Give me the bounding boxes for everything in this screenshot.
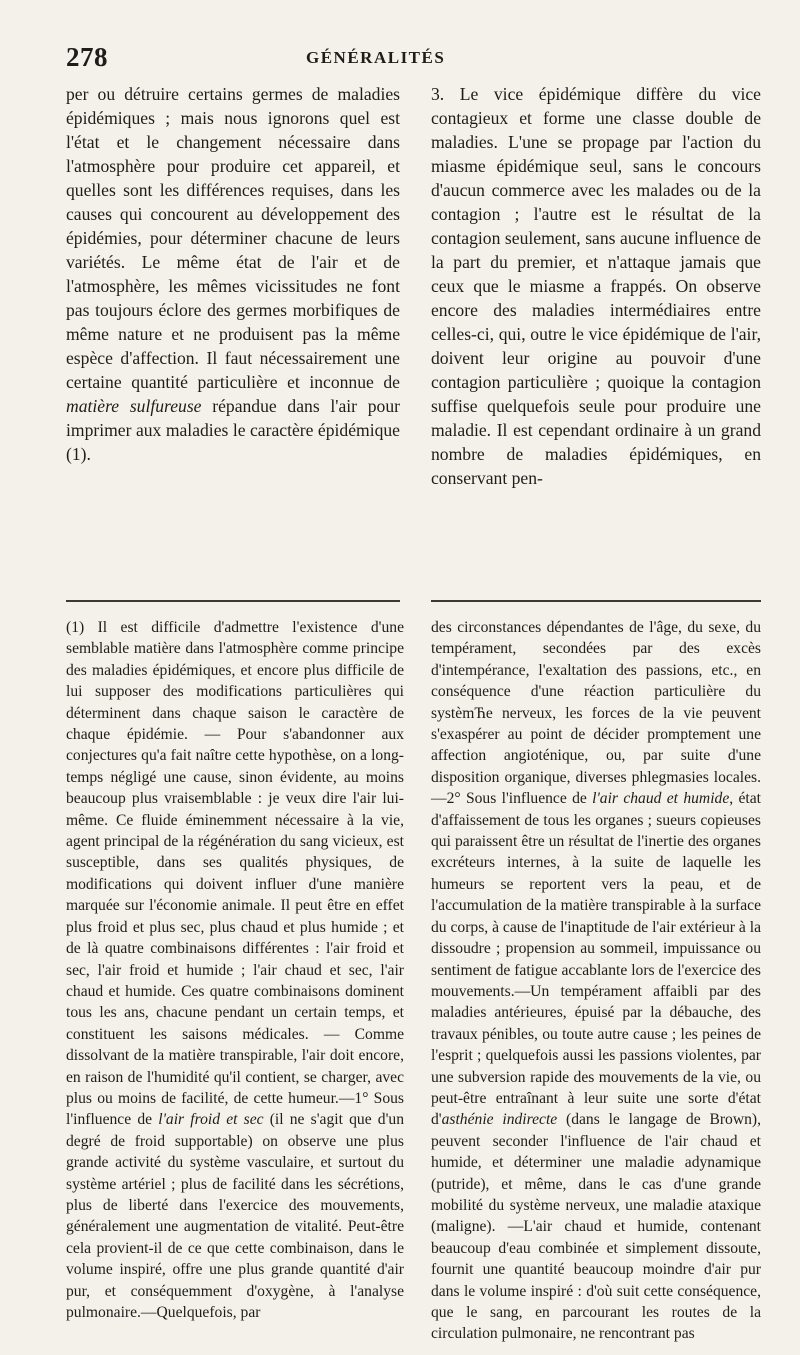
italic-term: l'air froid et sec [158, 1111, 264, 1129]
footnote-paragraph [66, 617, 404, 1323]
footnote-separator-right [431, 600, 761, 602]
text-segment: (il ne s'agit que d'un degré de froid supportable) on observe une plus grande activité du système vasculaire, et surtout du système artériel ; plus de facilité dans les sécrétions, plus de liberté dans l'exercice des mouvements, généralement une augmentation de vitalité. Peut-être cela provient-il de ce que cette combinaison, dans le volume inspiré, offre une plus grande quantité d'air pur, et conséquemment d'oxygène, à l'analyse pulmonaire.—Quelquefois, par [66, 1111, 404, 1321]
footnote-separator-left [66, 600, 400, 602]
main-paragraph [66, 82, 400, 466]
text-segment: , état d'affaissement de tous les organes ; sueurs copieuses qui paraissent être un résultat de l'inertie des organes excréteurs internes, à la suite de laquelle les humeurs se reportent vers la peau, et de l'accumulation de la matière transpirable à la surface du corps, à cause de l'inaptitude de l'air extérieur à la dissoudre ; propension au sommeil, impuissance ou sentiment de fatigue accablante lors de l'exercice des mouvements.—Un tempérament affaibli par des maladies antérieures, épuisé par la débauche, des travaux pénibles, ou toute autre cause ; les peines de l'esprit ; quelquefois aussi les passions violentes, par une subversion rapide des mouvements de la vie, ou peut-être entraînant à leur suite une sorte d'état d' [431, 790, 761, 1129]
text-segment: répandue dans l'air pour imprimer aux maladies le caractère épidémique (1). [66, 396, 400, 464]
text-segment: (dans le langage de Brown), peuvent seconder l'influence de l'air chaud et humide, et déterminer une maladie adynamique (putride), et même, dans le cas d'une grande mobilité du système nerveux, une maladie ataxique (maligne). —L'air chaud et humide, contenant beaucoup d'eau combinée et simplement dissoute, fournit une quantité beaucoup moindre d'air pur dans le volume inspiré : d'où suit cette conséquence, que le sang, en parcourant les routes de la circulation pulmonaire, ne rencontrant pas [431, 1111, 761, 1343]
footnote-paragraph [431, 617, 761, 1345]
italic-term: l'air chaud et humide [592, 790, 730, 808]
main-text-left-column [66, 82, 400, 466]
text-segment: (1) Il est difficile d'admettre l'existence d'une semblable matière dans l'atmosphère comme principe des maladies épidémiques, et encore plus difficile de lui supposer des modifications particulières qui déterminent dans chaque saison le caractère de chaque épidémie. — Pour s'abandonner aux conjectures qu'a fait naître cette hypothèse, on a long-temps négligé une cause, sinon évidente, au moins beaucoup plus vraisemblable : je veux dire l'air lui-même. Ce fluide éminemment nécessaire à la vie, agent principal de la régénération du sang vicieux, est susceptible, dans ses qualités physiques, de modifications qui doivent influer d'une manière marquée sur l'économie animale. Il peut être en effet plus froid et plus sec, plus chaud et plus humide ; et de là quatre combinaisons différentes : l'air froid et sec, l'air froid et humide ; l'air chaud et sec, l'air chaud et humide. Ces quatre combinaisons dominent tous les ans, chacune pendant un certain temps, et constituent les saisons médicales. — Comme dissolvant de la matière transpirable, l'air doit encore, en raison de l'humidité qu'il contient, se charger, avec plus ou moins de facilité, de cette humeur.—1° Sous l'influence de [66, 619, 404, 1129]
main-text-right-column [431, 82, 761, 490]
main-paragraph: 3. Le vice épidémique diffère du vice contagieux et forme une classe double de maladies. L'une se propage par l'action du miasme épidémique seul, sans le concours d'aucun commerce avec les malades ou de la contagion ; l'autre est le résultat de la contagion seulement, sans aucune influence de la part du premier, et n'attaque jamais que ceux que le miasme a frappés. On observe encore des maladies intermédiaires entre celles-ci, qui, outre le vice épidémique de l'air, doivent leur origine au pouvoir d'une contagion particulière ; quoique la contagion suffise quelquefois seule pour produire une maladie. Il est cependant ordinaire à un grand nombre de maladies épidémiques, en conservant pen- [431, 84, 761, 488]
running-head: GÉNÉRALITÉS [306, 48, 446, 67]
text-segment: des circonstances dépendantes de l'âge, du sexe, du tempérament, secondées par des excès d'intempérance, l'exaltation des passions, etc., en conséquence d'une réaction particulière du systèmЋe nerveux, les forces de la vie peuvent s'exaspérer au point de décider promptement une affection angioténique, ou, par suite d'une disposition organique, diverses phlegmasies locales.—2° Sous l'influence de [431, 619, 761, 808]
italic-term: matière sulfureuse [66, 396, 202, 416]
page-header [66, 42, 761, 74]
footnote-right-column [431, 617, 761, 1345]
text-segment: per ou détruire certains germes de maladies épidémiques ; mais nous ignorons quel est l'état et le changement nécessaire dans l'atmosphère pour produire cet appareil, et quelles sont les différences requises, dans les causes qui concourent au développement des épidémies, pour déterminer chacune de leurs variétés. Le même état de l'air et de l'atmosphère, les mêmes vicissitudes ne font pas toujours éclore des germes morbifiques de même nature et ne produisent pas la même espèce d'affection. Il faut nécessairement une certaine quantité particulière et inconnue de [66, 84, 400, 392]
italic-term: asthénie indirecte [441, 1111, 558, 1129]
footnote-left-column [66, 617, 404, 1323]
page-number: 278 [66, 42, 108, 72]
